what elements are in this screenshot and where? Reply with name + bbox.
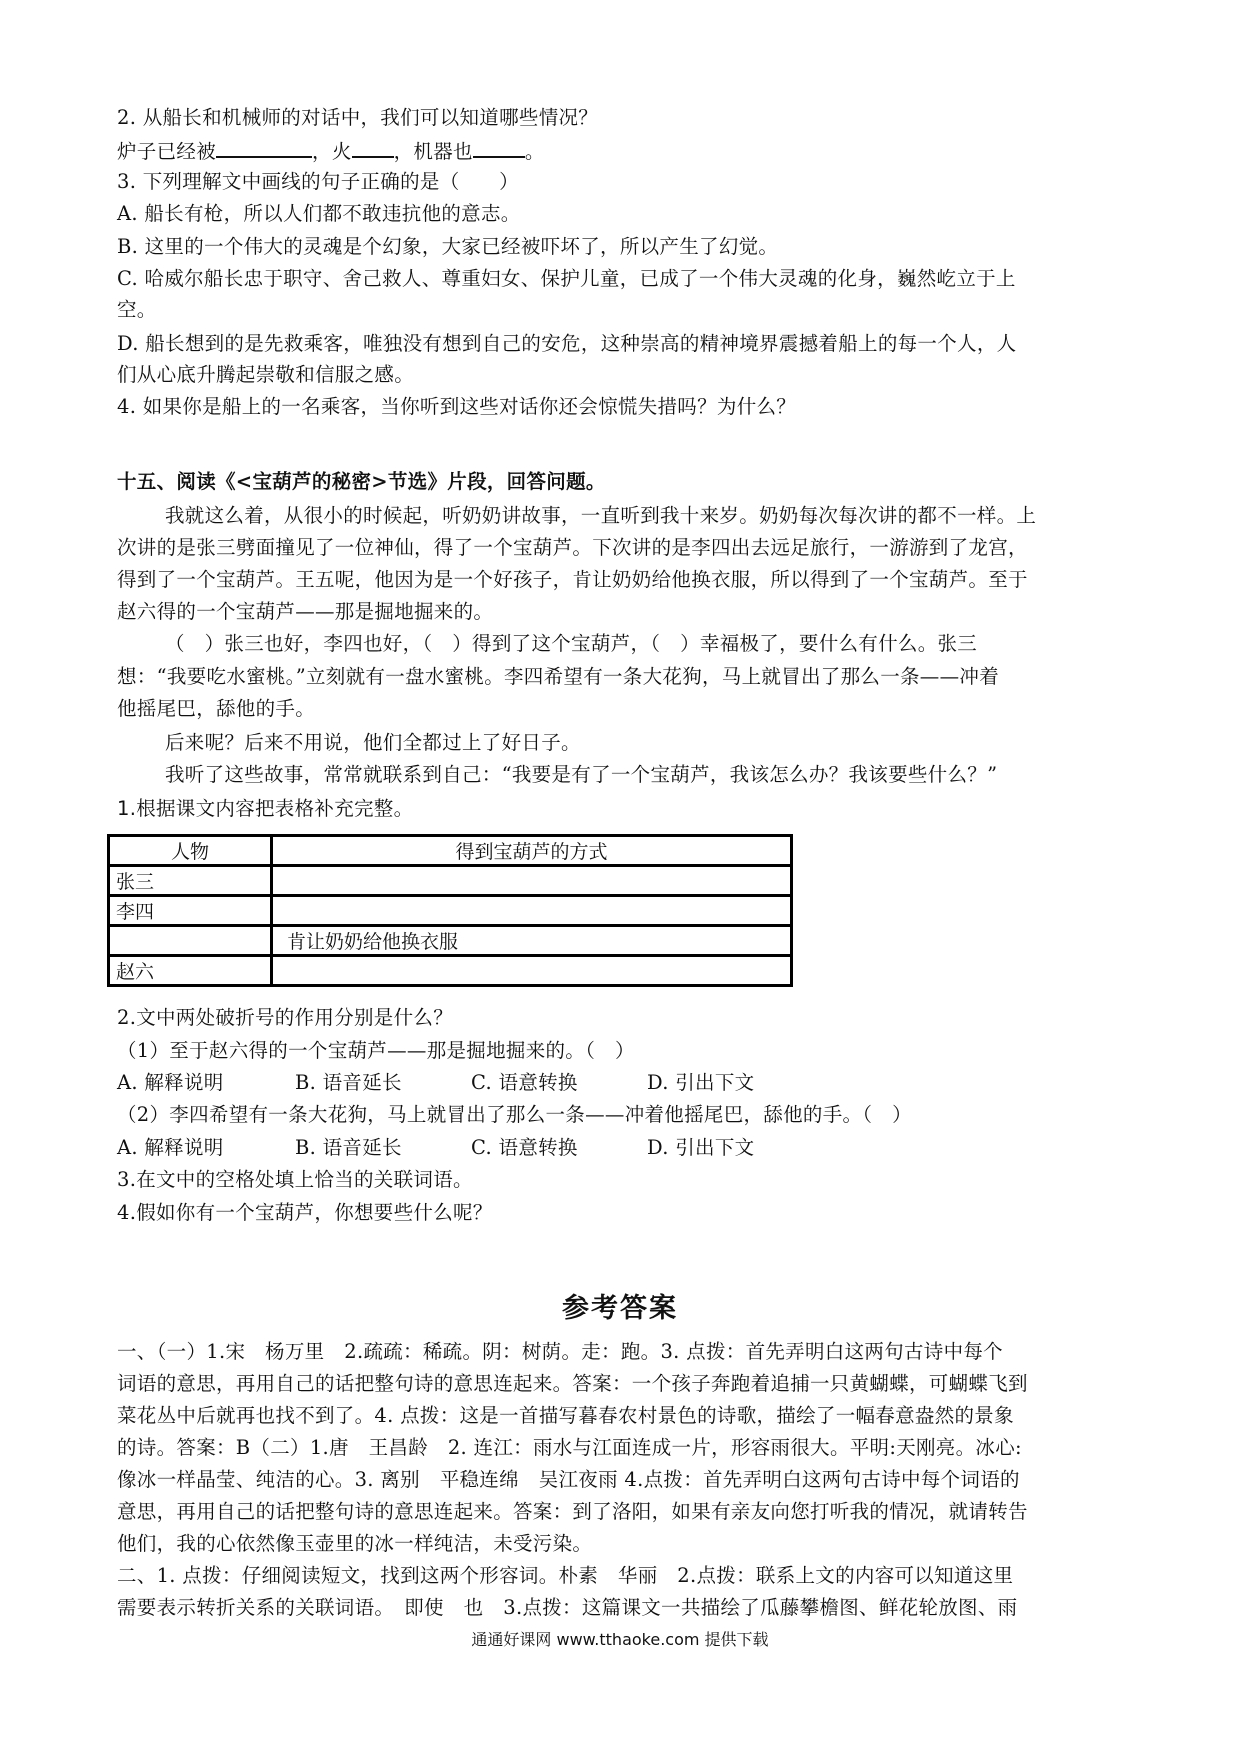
s15-question-2-prompt: 2.文中两处破折号的作用分别是什么？ xyxy=(117,1006,454,1029)
answer-line: 像冰一样晶莹、纯洁的心。3. 离别 平稳连绵 吴江夜雨 4.点拨：首先弄明白这两句古诗中每个词语的 xyxy=(117,1468,1020,1491)
s15-question-1-prompt: 1.根据课文内容把表格补充完整。 xyxy=(117,797,414,820)
question-4-prompt: 4. 如果你是船上的一名乘客，当你听到这些对话你还会惊慌失措吗？为什么？ xyxy=(117,395,797,418)
passage-line: 后来呢？后来不用说，他们全都过上了好日子。 xyxy=(165,731,581,754)
table-cell-person[interactable] xyxy=(109,926,272,956)
answer-line: 他们，我的心依然像玉壶里的冰一样纯洁，未受污染。 xyxy=(117,1532,593,1555)
answer-line: 一、（一）1.宋 杨万里 2.疏疏：稀疏。阴：树荫。走：跑。3. 点拨：首先弄明白这两句古诗中每个 xyxy=(117,1340,1003,1363)
question-3-prompt: 3. 下列理解文中画线的句子正确的是（ ） xyxy=(117,170,519,193)
s15-question-4-prompt: 4.假如你有一个宝葫芦，你想要些什么呢？ xyxy=(117,1201,493,1224)
passage-line: 次讲的是张三劈面撞见了一位神仙，得了一个宝葫芦。下次讲的是李四出去远足旅行，一游游到了龙宫， xyxy=(117,536,1028,559)
option-a: A. 解释说明 xyxy=(117,1136,224,1159)
option-b: B. 语音延长 xyxy=(295,1136,402,1159)
s15-question-2-sub2: （2）李四希望有一条大花狗，马上就冒出了那么一条——冲着他摇尾巴，舔他的手。（ ） xyxy=(117,1103,912,1126)
answer-line: 意思，再用自己的话把整句诗的意思连起来。答案：到了洛阳，如果有亲友向您打听我的情况，就请转告 xyxy=(117,1500,1028,1523)
fill-text-4: 。 xyxy=(524,140,545,163)
passage-line: 我听了这些故事，常常就联系到自己：“我要是有了一个宝葫芦，我该怎么办？我该要些什么？” xyxy=(165,763,998,786)
passage-line: 赵六得的一个宝葫芦——那是掘地掘来的。 xyxy=(117,600,494,623)
passage-line: 想：“我要吃水蜜桃。”立刻就有一盘水蜜桃。李四希望有一条大花狗，马上就冒出了那么一条——冲着 xyxy=(117,665,999,688)
table-row xyxy=(109,896,792,926)
question-3-option-d-cont: 们从心底升腾起崇敬和信服之感。 xyxy=(117,363,415,386)
table-cell-person: 张三 xyxy=(109,866,272,896)
table-cell-person: 李四 xyxy=(109,896,272,926)
question-3-option-d: D. 船长想到的是先救乘客，唯独没有想到自己的安危，这种崇高的精神境界震撼着船上的每一个人，人 xyxy=(117,332,1017,355)
page-footer: 通通好课网 www.tthaoke.com 提供下载 xyxy=(471,1630,769,1649)
question-3-option-a: A. 船长有枪，所以人们都不敢违抗他的意志。 xyxy=(117,202,521,225)
fill-text-3: ，机器也 xyxy=(393,140,473,163)
option-a: A. 解释说明 xyxy=(117,1071,224,1094)
table-cell-method[interactable] xyxy=(272,956,792,986)
fill-blank-3[interactable] xyxy=(473,138,525,158)
passage-line: 我就这么着，从很小的时候起，听奶奶讲故事，一直听到我十来岁。奶奶每次每次讲的都不一样。上 xyxy=(165,504,1037,527)
s15-question-2-sub1-options xyxy=(117,1067,1137,1099)
s15-question-2-sub2-options xyxy=(117,1132,1137,1164)
fill-text-1: 炉子已经被 xyxy=(117,140,217,163)
s15-question-3-prompt: 3.在文中的空格处填上恰当的关联词语。 xyxy=(117,1168,473,1191)
answer-line: 的诗。答案：B（二）1.唐 王昌龄 2. 连江：雨水与江面连成一片，形容雨很大。平明:天刚亮。冰心: xyxy=(117,1436,1022,1459)
answer-line: 需要表示转折关系的关联词语。 即使 也 3.点拨：这篇课文一共描绘了瓜藤攀檐图、鲜花轮放图、雨 xyxy=(117,1596,1018,1619)
passage-line: 他摇尾巴，舔他的手。 xyxy=(117,697,316,720)
answer-line: 菜花丛中后就再也找不到了。4. 点拨：这是一首描写暮春农村景色的诗歌，描绘了一幅春意盎然的景象 xyxy=(117,1404,1014,1427)
table-row xyxy=(109,956,792,986)
option-d: D. 引出下文 xyxy=(647,1071,755,1094)
fill-blank-2[interactable] xyxy=(352,138,394,158)
fill-text-2: ，火 xyxy=(312,140,352,163)
option-d: D. 引出下文 xyxy=(647,1136,755,1159)
option-c: C. 语意转换 xyxy=(471,1071,578,1094)
answers-title: 参考答案 xyxy=(562,1293,678,1324)
option-c: C. 语意转换 xyxy=(471,1136,578,1159)
answer-line: 词语的意思，再用自己的话把整句诗的意思连起来。答案：一个孩子奔跑着追捕一只黄蝴蝶，可蝴蝶飞到 xyxy=(117,1372,1028,1395)
passage-line: 得到了一个宝葫芦。王五呢，他因为是一个好孩子，肯让奶奶给他换衣服，所以得到了一个宝葫芦。至于 xyxy=(117,568,1028,591)
section-15-heading: 十五、阅读《<宝葫芦的秘密>节选》片段，回答问题。 xyxy=(117,470,606,493)
table-cell-person: 赵六 xyxy=(109,956,272,986)
answer-line: 二、1. 点拨：仔细阅读短文，找到这两个形容词。朴素 华丽 2.点拨：联系上文的内容可以知道这里 xyxy=(117,1564,1014,1587)
question-3-option-b: B. 这里的一个伟大的灵魂是个幻象，大家已经被吓坏了，所以产生了幻觉。 xyxy=(117,235,779,258)
question-2-prompt: 2. 从船长和机械师的对话中，我们可以知道哪些情况？ xyxy=(117,106,599,129)
passage-line: （ ）张三也好，李四也好，（ ）得到了这个宝葫芦，（ ）幸福极了，要什么有什么。张三 xyxy=(165,632,978,655)
table-header-method: 得到宝葫芦的方式 xyxy=(272,836,792,866)
question-3-option-c-cont: 空。 xyxy=(117,298,157,321)
question-3-option-c: C. 哈威尔船长忠于职守、舍己救人、尊重妇女、保护儿童，已成了一个伟大灵魂的化身，巍然屹立于上 xyxy=(117,267,1016,290)
fill-blank-1[interactable] xyxy=(216,138,312,158)
option-b: B. 语音延长 xyxy=(295,1071,402,1094)
s15-question-2-sub1: （1）至于赵六得的一个宝葫芦——那是掘地掘来的。（ ） xyxy=(117,1039,635,1062)
table-cell-method: 肯让奶奶给他换衣服 xyxy=(272,926,792,956)
table-row xyxy=(109,926,792,956)
table-header-row xyxy=(109,836,792,866)
table-cell-method[interactable] xyxy=(272,866,792,896)
table-row xyxy=(109,866,792,896)
table-header-person: 人物 xyxy=(109,836,272,866)
question-2-fill-line xyxy=(117,136,1137,168)
table-cell-method[interactable] xyxy=(272,896,792,926)
fill-in-table xyxy=(107,834,793,987)
